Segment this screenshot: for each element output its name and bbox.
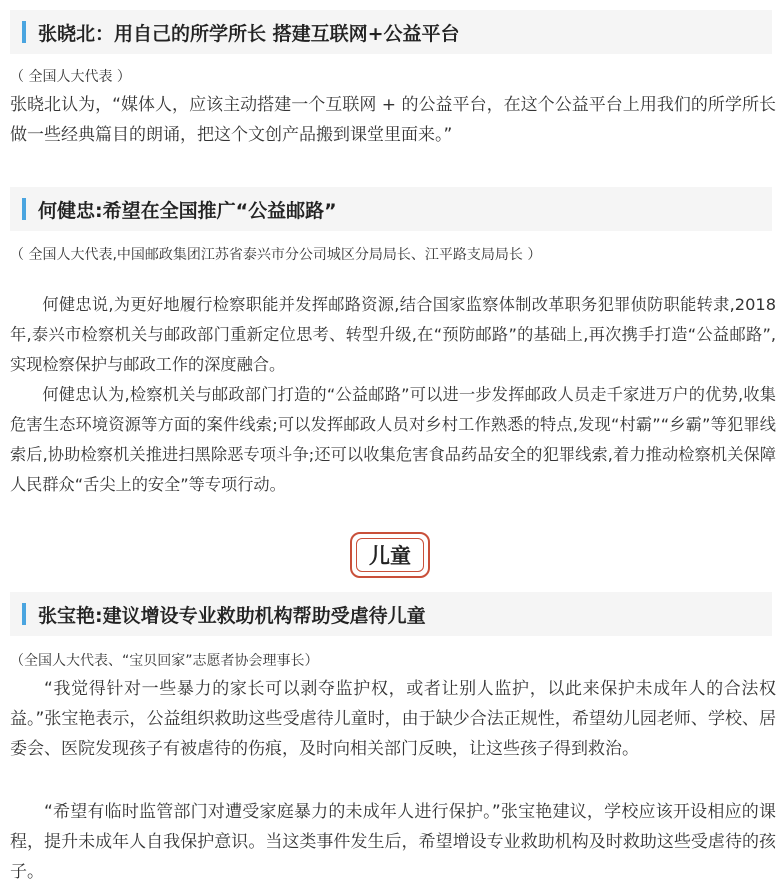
speaker-note: （ 全国人大代表,中国邮政集团江苏省泰兴市分公司城区分局局长、江平路支局局长 ） <box>10 247 542 263</box>
paragraph: 何健忠认为,检察机关与邮政部门打造的“公益邮路”可以进一步发挥邮政人员走千家进万户的优势,收集危害生态环境资源等方面的案件线索;可以发挥邮政人员对乡村工作熟悉的特点,发现“村霸”“乡霸”等犯罪线索后,协助检察机关推进扫黑除恶专项斗争;还可以收集危害食品药品安全的犯罪线索,着力推动检察机关保障人民群众“舌尖上的安全”等专项行动。 <box>10 385 776 494</box>
category-badge <box>350 532 430 578</box>
accent-bar <box>22 603 26 625</box>
section-header-zhang-baoyan <box>10 592 772 636</box>
section-header-zhang-xiaobei <box>10 10 772 54</box>
speaker-note: （全国人大代表、“宝贝回家”志愿者协会理事长） <box>10 653 319 669</box>
section-title: 张晓北：用自己的所学所长 搭建互联网+公益平台 <box>38 22 460 45</box>
speaker-note: （ 全国人大代表 ） <box>10 69 131 85</box>
accent-bar <box>22 198 26 220</box>
section-title: 张宝艳:建议增设专业救助机构帮助受虐待儿童 <box>38 604 426 627</box>
accent-bar <box>22 21 26 43</box>
paragraph: 张晓北认为，“媒体人，应该主动搭建一个互联网 + 的公益平台，在这个公益平台上用我们的所学所长做一些经典篇目的朗诵，把这个文创产品搬到课堂里面来。” <box>10 95 776 145</box>
paragraph: “我觉得针对一些暴力的家长可以剥夺监护权，或者让别人监护，以此来保护未成年人的合法权益。”张宝艳表示，公益组织救助这些受虐待儿童时，由于缺少合法正规性，希望幼儿园老师、学校、居委会、医院发现孩子有被虐待的伤痕，及时向相关部门反映，让这些孩子得到救治。 <box>10 679 776 759</box>
section-header-he-jianzhong <box>10 187 772 231</box>
paragraph: “希望有临时监管部门对遭受家庭暴力的未成年人进行保护。”张宝艳建议，学校应该开设相应的课程，提升未成年人自我保护意识。当这类事件发生后，希望增设专业救助机构及时救助这些受虐待的孩子。 <box>10 802 776 882</box>
category-badge-label: 儿童 <box>356 538 424 572</box>
paragraph: 何健忠说,为更好地履行检察职能并发挥邮路资源,结合国家监察体制改革职务犯罪侦防职能转隶,2018年,泰兴市检察机关与邮政部门重新定位思考、转型升级,在“预防邮路”的基础上,再次携手打造“公益邮路”,实现检察保护与邮政工作的深度融合。 <box>10 295 776 374</box>
section-title: 何健忠:希望在全国推广“公益邮路” <box>38 199 337 222</box>
